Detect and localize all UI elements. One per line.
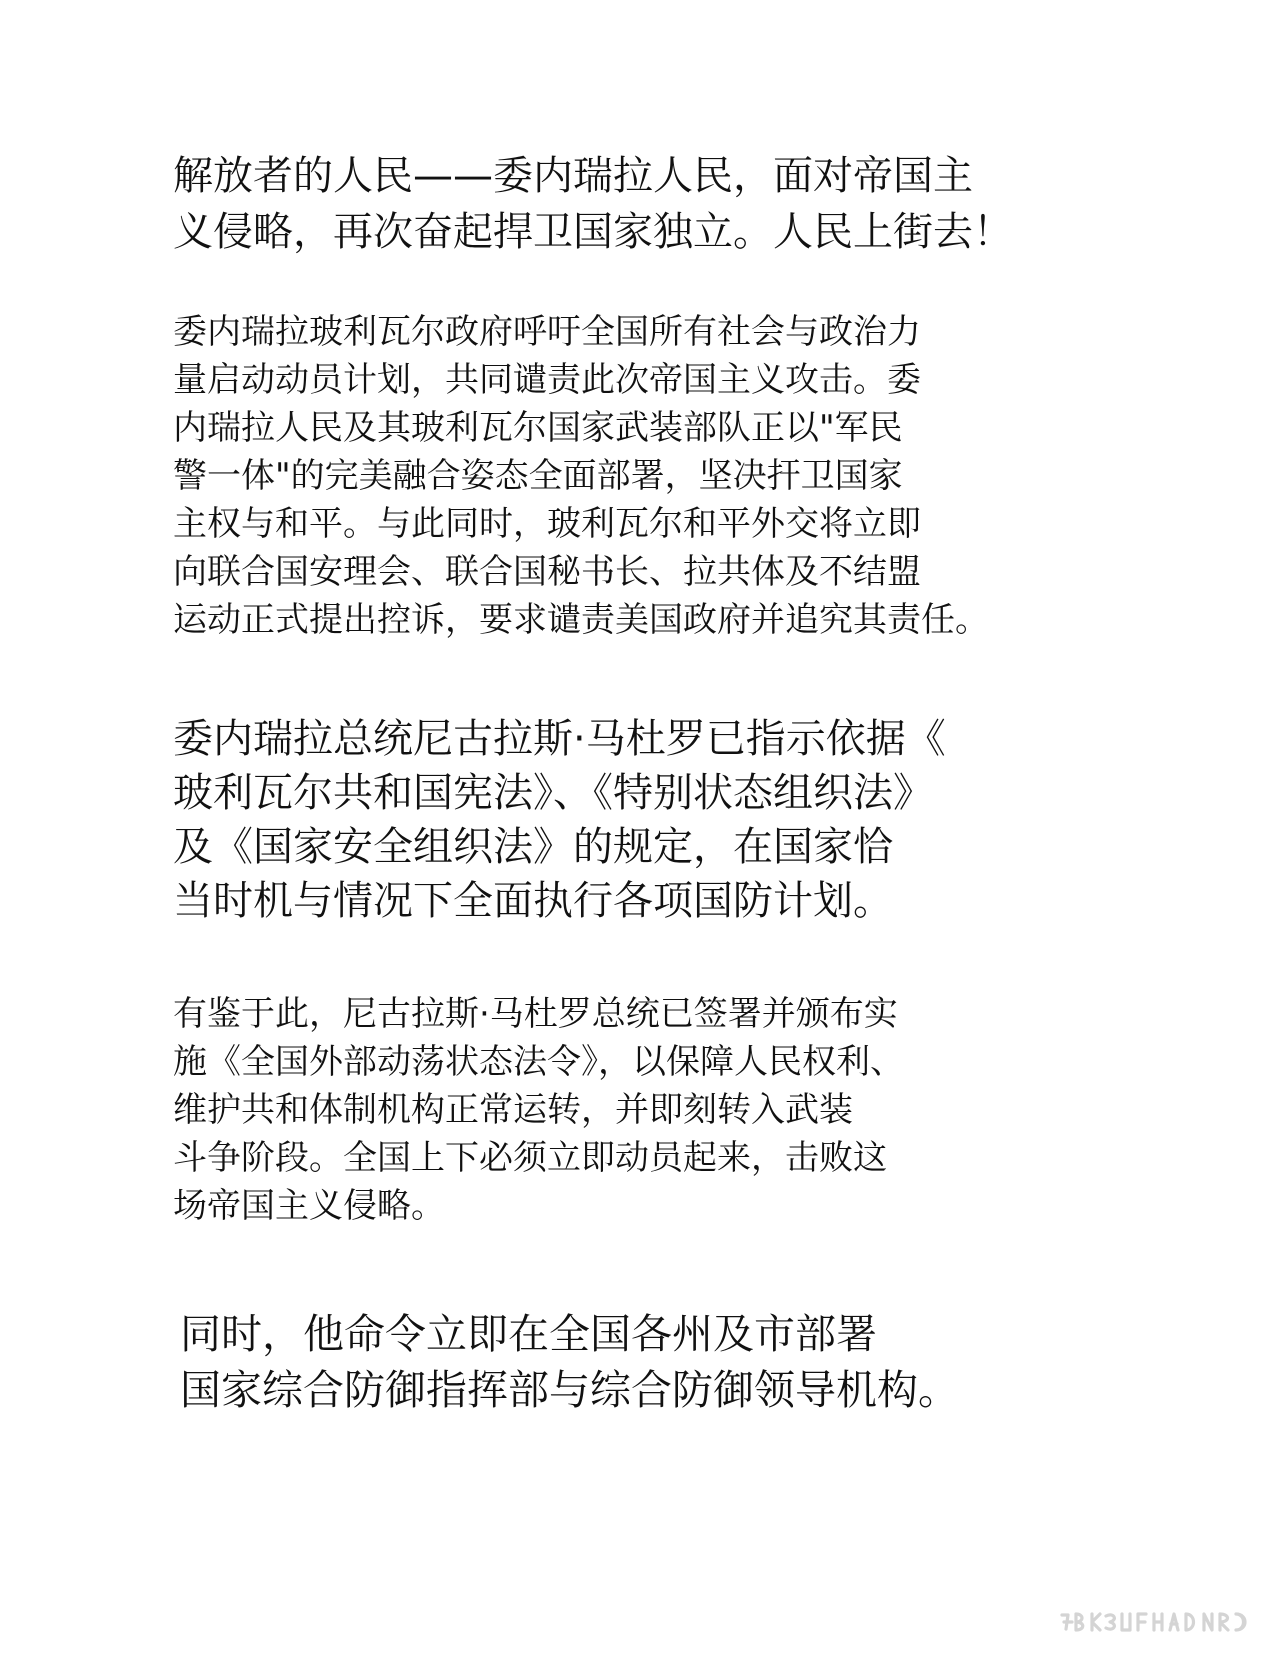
text-line: 玻利瓦尔共和国宪法》、《特别状态组织法》	[173, 770, 933, 816]
text-line: 维护共和体制机构正常运转，并即刻转入武装	[173, 1090, 853, 1130]
watermark-stroke	[1220, 1614, 1228, 1630]
text-line: 国家综合防御指挥部与综合防御领导机构。	[180, 1366, 959, 1414]
watermark-logo	[1058, 1609, 1254, 1635]
paragraph-2	[173, 308, 989, 644]
watermark-stroke	[1186, 1614, 1194, 1630]
watermark-stroke	[1236, 1614, 1245, 1630]
watermark-stroke	[1138, 1614, 1146, 1630]
text-line: 解放者的人民——委内瑞拉人民，面对帝国主	[173, 153, 973, 199]
watermark-stroke	[1062, 1615, 1072, 1629]
paragraph-3	[173, 712, 946, 928]
paragraph-5	[180, 1306, 959, 1418]
watermark-stroke	[1076, 1614, 1083, 1630]
text-line: 委内瑞拉总统尼古拉斯·马杜罗已指示依据《	[173, 716, 946, 762]
text-line: 运动正式提出控诉，要求谴责美国政府并追究其责任。	[173, 600, 989, 640]
text-line: 向联合国安理会、联合国秘书长、拉共体及不结盟	[173, 552, 921, 592]
text-line: 内瑞拉人民及其玻利瓦尔国家武装部队正以"军民	[173, 408, 903, 448]
text-line: 及《国家安全组织法》的规定，在国家恰	[173, 824, 893, 870]
watermark-stroke	[1106, 1615, 1114, 1629]
text-line: 有鉴于此，尼古拉斯·马杜罗总统已签署并颁布实	[173, 994, 898, 1034]
watermark-stroke	[1154, 1614, 1162, 1630]
watermark-stroke	[1204, 1614, 1212, 1630]
text-line: 施《全国外部动荡状态法令》，以保障人民权利、	[173, 1042, 904, 1082]
text-line: 当时机与情况下全面执行各项国防计划。	[173, 878, 893, 924]
watermark-stroke	[1092, 1614, 1100, 1630]
text-line: 义侵略，再次奋起捍卫国家独立。人民上街去！	[173, 209, 1013, 255]
watermark-stroke	[1122, 1614, 1130, 1630]
text-line: 主权与和平。与此同时，玻利瓦尔和平外交将立即	[173, 504, 921, 544]
paragraph-1	[173, 148, 1013, 260]
text-line: 警一体"的完美融合姿态全面部署，坚决扞卫国家	[173, 456, 903, 496]
text-line: 场帝国主义侵略。	[173, 1186, 445, 1226]
text-line: 同时，他命令立即在全国各州及市部署	[180, 1310, 877, 1358]
watermark-stroke	[1170, 1614, 1178, 1630]
paragraph-4	[173, 990, 904, 1230]
text-line: 量启动动员计划，共同谴责此次帝国主义攻击。委	[173, 360, 921, 400]
text-line: 斗争阶段。全国上下必须立即动员起来，击败这	[173, 1138, 887, 1178]
text-line: 委内瑞拉玻利瓦尔政府呼吁全国所有社会与政治力	[173, 312, 921, 352]
